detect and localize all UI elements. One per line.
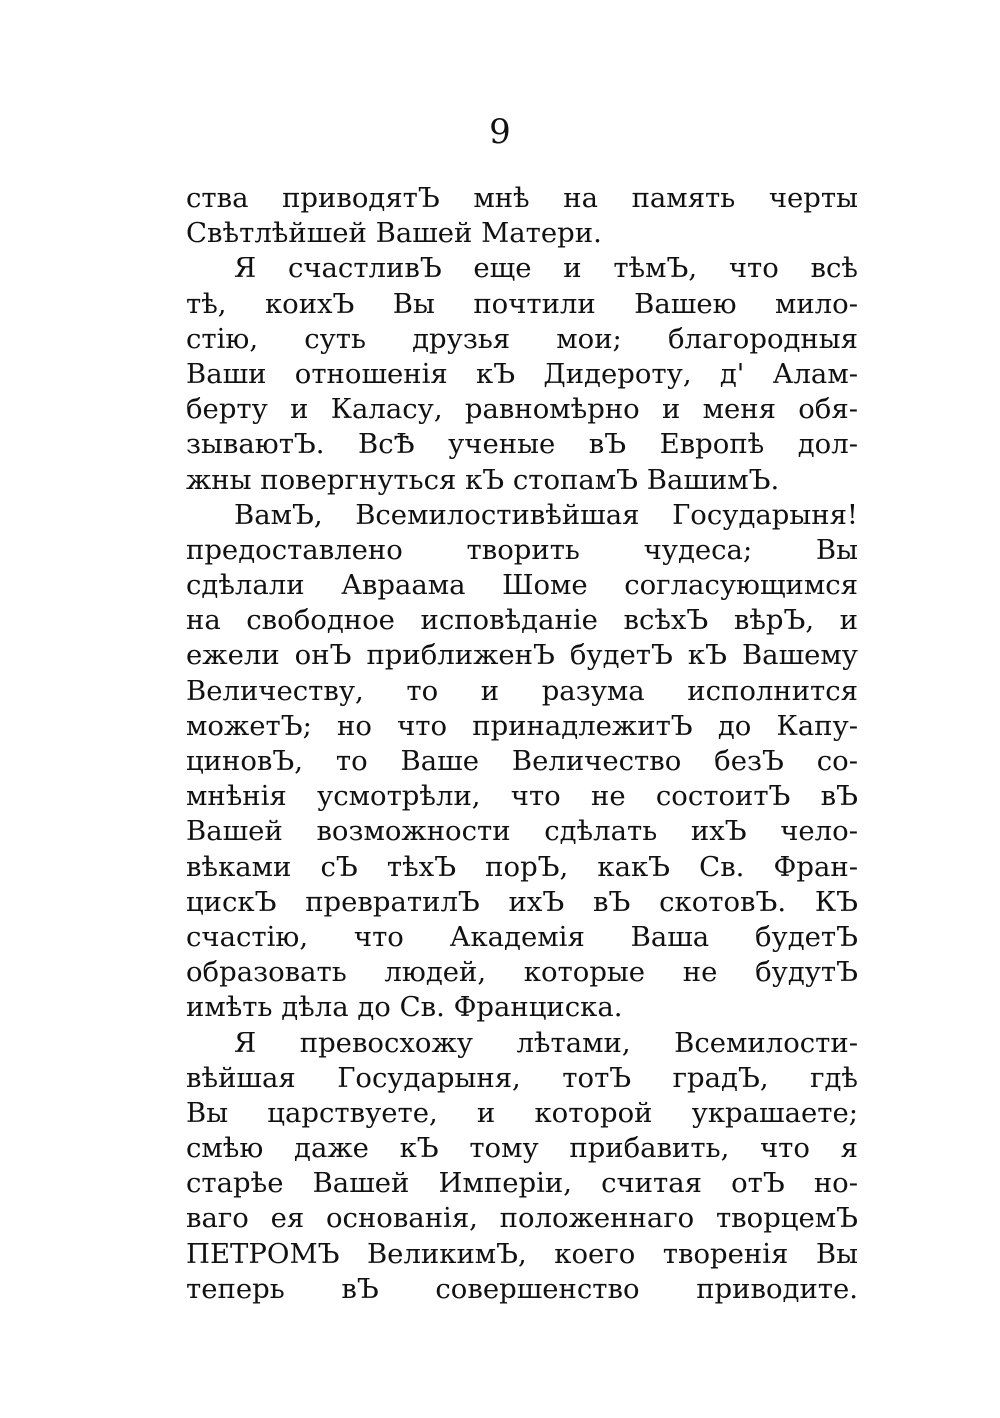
paragraph (186, 181, 858, 251)
text-line: зываютЪ. ВсѢ ученые вЪ Европѣ дол- (186, 428, 858, 461)
text-line: Вы царствуете, и которой украшаете; (186, 1096, 858, 1129)
text-line: ПЕТРОМЪ ВеликимЪ, коего творенія Вы (186, 1237, 858, 1270)
text-line: тѣ, коихЪ Вы почтили Вашею мило- (186, 287, 858, 320)
text-line: ежели онЪ приближенЪ будетЪ кЪ Вашему (186, 639, 858, 672)
text-line: вѣйшая Государыня, тотЪ градЪ, гдѣ (186, 1061, 858, 1094)
text-line: Вашей возможности сдѣлать ихЪ чело- (186, 815, 858, 848)
paragraph (186, 251, 858, 497)
text-line: жны повергнуться кЪ стопамЪ ВашимЪ. (186, 463, 780, 496)
text-line: смѣю даже кЪ тому прибавить, что я (186, 1132, 858, 1165)
paragraph (186, 1026, 858, 1308)
text-line: циновЪ, то Ваше Величество безЪ со- (186, 745, 858, 777)
text-line: Я превосхожу лѣтами, Всемилости- (234, 1026, 858, 1059)
text-line: имѣть дѣла до Св. Франциска. (186, 991, 623, 1024)
text-body (186, 181, 858, 1307)
text-line: сдѣлали Авраама Шоме согласующимся (186, 569, 858, 602)
text-line: Ваши отношенія кЪ Дидероту, д' Алам- (186, 357, 858, 390)
page-number: 9 (489, 112, 511, 152)
text-line: берту и Каласу, равномѣрно и меня обя- (186, 393, 858, 426)
text-line: ВамЪ, Всемилостивѣйшая Государыня! (234, 498, 858, 531)
text-line: теперь вЪ совершенство приводите. (186, 1272, 858, 1305)
text-line: ства приводятЪ мнѣ на память черты (186, 182, 858, 214)
text-line: предоставлено творить чудеса; Вы (186, 533, 858, 566)
text-line: мнѣнія усмотрѣли, что не состоитЪ вЪ (186, 780, 858, 813)
text-line: цискЪ превратилЪ ихЪ вЪ скотовЪ. КЪ (186, 885, 858, 918)
text-line: стію, суть друзья мои; благородныя (186, 322, 858, 355)
text-line: Я счастливЪ еще и тѣмЪ, что всѣ (234, 252, 858, 285)
text-line: вѣками сЪ тѣхЪ порЪ, какЪ Св. Фран- (186, 850, 858, 883)
text-line: на свободное исповѣданіе всѣхЪ вѣрЪ, и (186, 604, 858, 637)
text-line: Величеству, то и разума исполнится (186, 674, 858, 707)
paragraph (186, 498, 858, 1026)
text-line: можетЪ; но что принадлежитЪ до Капу- (186, 709, 858, 742)
text-line: ваго ея основанія, положеннаго творцемЪ (186, 1202, 858, 1235)
text-line: образовать людей, которые не будутЪ (186, 956, 858, 989)
text-line: Свѣтлѣйшей Вашей Матери. (186, 217, 602, 250)
text-line: счастію, что Академія Ваша будетЪ (186, 920, 858, 953)
text-line: старѣе Вашей Имперіи, считая отЪ но- (186, 1167, 858, 1200)
